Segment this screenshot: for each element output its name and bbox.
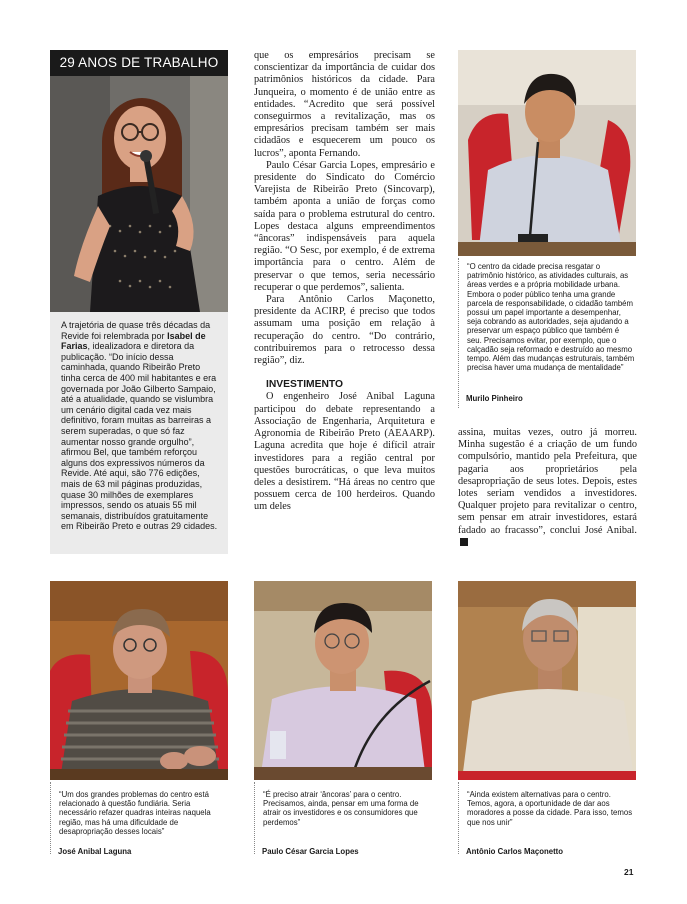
article-column-2 bbox=[458, 427, 637, 549]
photo-murilo-pinheiro bbox=[458, 50, 636, 256]
quote-box-bottom-right bbox=[458, 782, 636, 854]
photo-jose-anibal-laguna bbox=[50, 581, 228, 780]
quote-text: “É preciso atrair ‘âncoras’ para o centro. Precisamos, ainda, pensar em uma forma de atrair os investidores e os consumidores que perdemos” bbox=[263, 790, 419, 827]
quote-box-bottom-center bbox=[254, 782, 432, 854]
article-paragraph: Para Antônio Carlos Maçonetto, presidente da ACIRP, é preciso que todos assumam uma posição em relação à recuperação do centro. “Do contrário, contribuiremos para o retrocesso dessa região”, diz. bbox=[254, 294, 435, 367]
article-paragraph: O engenheiro José Anibal Laguna participou do debate representando a Associação de Engenharia, Arquitetura e Agronomia de Ribeirão Preto (AEAARP). Laguna acredita que hoje é difícil atrair investidores para a região central por questões burocráticas, o que leva muitos deles a desistirem. “Há áreas no centro que possuem cerca de 100 herdeiros. Quando um deles bbox=[254, 391, 435, 513]
quote-credit: Murilo Pinheiro bbox=[466, 394, 523, 403]
photo-paulo-cesar-garcia-lopes bbox=[254, 581, 432, 780]
end-of-article-mark bbox=[460, 538, 468, 546]
quote-text: “Um dos grandes problemas do centro está relacionado à questão fundiária. Seria necessário refazer quadras inteiras naquela região, mas há uma dificuldade de desapropriação desses locais” bbox=[59, 790, 211, 836]
sidebar-text-name: Isabel de Farias bbox=[61, 330, 206, 352]
article-subheading: INVESTIMENTO bbox=[266, 379, 344, 391]
quote-box-top-right bbox=[458, 258, 636, 408]
quote-credit: Paulo César Garcia Lopes bbox=[262, 847, 359, 856]
quote-text: “O centro da cidade precisa resgatar o patrimônio histórico, as atividades culturais, as áreas verdes e a própria mobilidade urbana. Embora o poder público tenha uma grande parcela de responsabilidade, o cidadão também possui um papel importante a desempenhar, seja cobrando as autoridades, seja ajudando a preservar um espaço público que também é seu. Precisamos evitar, por exemplo, que o calçadão seja reformado e destruído ao mesmo tempo. Além das mudanças estruturais, também precisa haver uma mudança de mentalidade” bbox=[467, 262, 635, 373]
quote-box-bottom-left bbox=[50, 782, 228, 854]
sidebar-text-intro: A trajetória de quase três décadas da Revide foi relembrada por bbox=[61, 320, 211, 341]
article-column-1 bbox=[254, 50, 435, 514]
sidebar-title: 29 ANOS DE TRABALHO bbox=[50, 50, 228, 76]
sidebar-text-body: , idealizadora e diretora da publicação. “Do início dessa caminhada, quando Ribeirão Preto tinha cerca de 400 mil habitantes e era governada por João Gilberto Sampaio, até a atualidade, quando se vislumbra um cenário digital cada vez mais definitivo, foram muitas as barreiras a serem superadas, o que só faz aumentar nosso grande orgulho”, afirmou Bel, que também reforçou alguns dos expressivos números da Revide. Até aqui, são 776 edições, mais de 63 mil páginas produzidas, quase 30 milhões de exemplares impressos, sendo os atuais 55 mil semanais, distribuídos gratuitamente em Ribeirão Preto e outras 29 cidades. bbox=[61, 341, 218, 532]
photo-antonio-carlos-maconetto bbox=[458, 581, 636, 780]
article-paragraph bbox=[458, 427, 637, 549]
quote-credit: Antônio Carlos Maçonetto bbox=[466, 847, 564, 856]
page-number: 21 bbox=[624, 867, 634, 877]
quote-text: “Ainda existem alternativas para o centro. Temos, agora, a oportunidade de dar aos moradores a posse da cidade. Para isso, temos que nos unir” bbox=[467, 790, 633, 827]
photo-isabel-de-farias bbox=[50, 76, 228, 312]
quote-credit: José Anibal Laguna bbox=[58, 847, 132, 856]
article-paragraph-text: assina, muitas vezes, outro já morreu. Minha sugestão é a criação de um fundo compulsório, mantido pela Prefeitura, que pagaria aos proprietários pela desapropriação de seus lotes. Depois, estes lotes seriam vendidos a investidores. Qualquer projeto para revitalizar o centro, sem pensar em atrair investidores, estará fadado ao fracasso”, conclui José Anibal. bbox=[458, 427, 637, 536]
sidebar-text bbox=[61, 320, 221, 532]
article-paragraph: Paulo César Garcia Lopes, empresário e presidente do Sindicato do Comércio Varejista de Ribeirão Preto (Sincovarp), também aponta a união de forças como saída para o problema estrutural do centro. Lopes destaca alguns empreendimentos “âncoras” indispensáveis para aquela região. “O Sesc, por exemplo, é de extrema importância para o centro. Além de preservar o que temos, seria necessário recuperar o que perdemos”, salienta. bbox=[254, 159, 435, 293]
article-paragraph: que os empresários precisam se conscientizar da importância de cuidar dos patrimônios históricos da cidade. Para Junqueira, o momento é de união entre as entidades. “Acredito que será possível conseguirmos a revitalização, mas os empresários precisam também ser mais cidadãos e esquecerem um pouco os lucros”, aponta Fernando. bbox=[254, 50, 435, 159]
